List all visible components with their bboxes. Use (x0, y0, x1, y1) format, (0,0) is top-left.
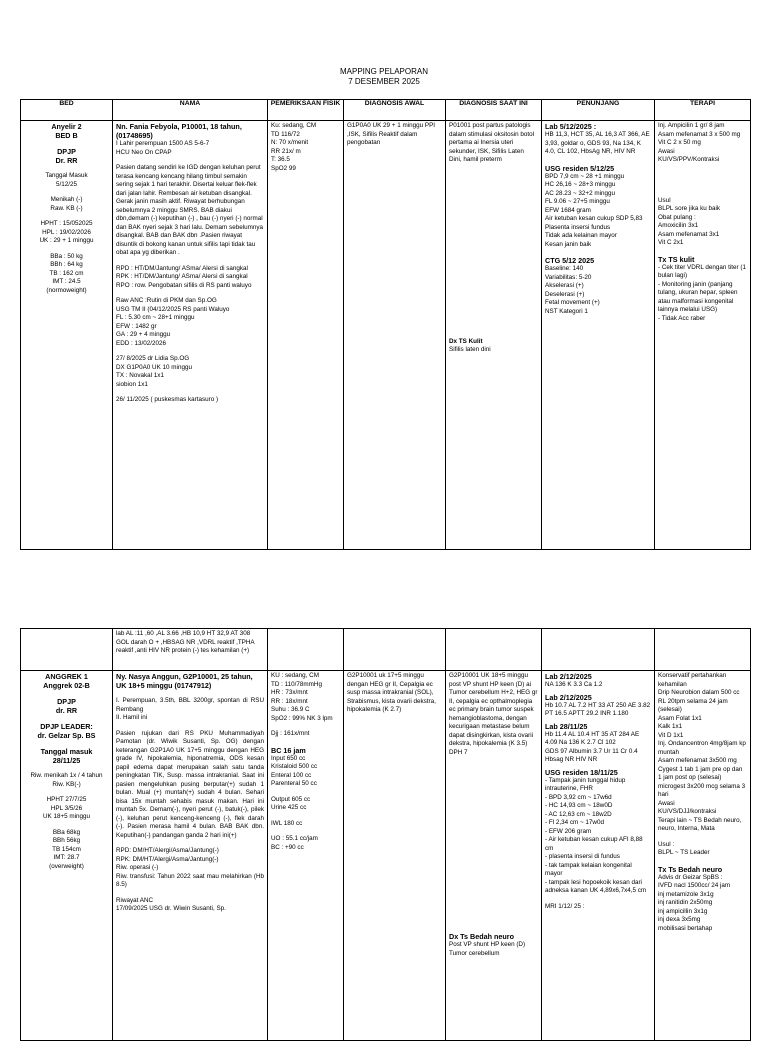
penunjang-cell (542, 121, 655, 550)
fisik-line: Suhu : 36.9 C (271, 706, 310, 713)
balance-line: UO : 55.1 cc/jam (271, 835, 318, 842)
fisik-line: Ku: sedang, CM (271, 122, 317, 129)
bed-info-line: BBa 68kg (52, 828, 81, 836)
bed-info-line: Tanggal Masuk (45, 172, 88, 179)
bed-info-line: BBa : 50 kg (50, 252, 83, 260)
terapi-line: Konservatif pertahankan kehamilan (658, 672, 727, 688)
anc-line: EFW : 1482 gr (116, 322, 157, 330)
mri-line: MRI 1/12/ 25 : (545, 902, 585, 910)
usg-line: Kesan janin baik (545, 240, 592, 248)
ctg-line: Akselerasi (+) (545, 282, 584, 289)
col-header-nama: NAMA (113, 100, 268, 121)
anc-line: TX : Novakal 1x1 (116, 372, 164, 379)
balance-title: BC 16 jam (271, 745, 306, 755)
fisik-line: TD : 110/78mmHg (271, 680, 322, 688)
document-date: 7 DESEMBER 2025 (348, 77, 420, 86)
empty-cell (446, 629, 542, 671)
col-header-diagnosis-awal: DIAGNOSIS AWAL (344, 100, 446, 121)
lab-title: Lab 28/11/25 (545, 721, 588, 731)
terapi-line: Vit C 2x1 (658, 239, 684, 246)
bed-info-line: HPHT 27/7/25 (46, 796, 87, 803)
fisik-line: TD 116/72 (271, 130, 300, 138)
tx-consult-title: Tx Ts Bedah neuro (658, 864, 723, 874)
lab-text: NA 136 K 3.3 Ca 1.2 (545, 681, 603, 688)
usg-line: - HC 14,93 cm ~ 18w0D (545, 802, 613, 809)
terapi-line: Vit D 1x1 (658, 731, 684, 739)
terapi-line: KU/VS/PPV/Kontraksi (658, 156, 720, 163)
history-line: RPD: DM/HT/Alergi/Asma/Jantung(-) (116, 847, 219, 854)
tx-line: IVFD nacl 1500cc/ 24 jam (658, 882, 731, 889)
usg-line: - plasenta insersi di fundus (545, 853, 620, 860)
nama-cell (113, 121, 268, 550)
col-header-terapi: TERAPI (655, 100, 751, 121)
tx-consult-title: Tx TS kulit (658, 254, 695, 264)
tx-line: inj metamizole 3x1g (658, 890, 714, 898)
fisik-line: RR 21x/ m (271, 147, 301, 155)
fisik-line: N: 70 x/menit (271, 139, 309, 146)
terapi-line: BLPL sore jika ku baik (658, 205, 721, 212)
bed-info-line: (normoweight) (46, 286, 87, 294)
usg-line: AC 28.23 ~ 32+2 minggu (545, 189, 616, 197)
bed-info-line: Riw. KB(-) (52, 780, 81, 788)
terapi-cell (655, 121, 751, 550)
history-line: Riw. operasi (-) (116, 864, 159, 871)
terapi-line: Asam mefenamat 3 x 500 mg (658, 130, 741, 138)
dx-consult-text: Post VP shunt HP keen (D) Tumor cerebellum (449, 941, 526, 957)
usg-line: - BPD 3,92 cm ~ 17w6d (545, 793, 612, 801)
diagnosis-kini-cell (446, 121, 542, 550)
tx-line: - Cek titer VDRL dengan titer (1 bulan lagi) (658, 263, 746, 279)
carry-over-cell (113, 629, 268, 671)
ctg-title: CTG 5/12 2025 (545, 256, 595, 265)
ctg-line: NST Kategori 1 (545, 307, 588, 315)
lab-text: Hb 10.7 AL 7.2 HT 33 AT 250 AE 3.82 PT 16.5 APTT 29.2 INR 1.180 (545, 701, 651, 717)
tx-line: inj dexa 3x5mg (658, 916, 701, 923)
anc-line: 26/ 11/2025 ( puskesmas kartasuro ) (116, 396, 219, 403)
usg-line: - tak tampak kelaian kongenital mayor (545, 861, 632, 877)
bed-info-line: Menikah (-) (50, 196, 83, 203)
usg-line: - EFW 206 gram (545, 827, 592, 835)
carry-over-lab: lab AL :11 ,60 ,AL 3.66 ,HB 10,9 HT 32,9 AT 308 GOL darah O + ,HBSAG NR ,VDRL reaktif ,TPHA reaktif ,anti HIV NR protein (-) tes kehamilan (+) (116, 630, 255, 654)
diagnosis-awal-text: G2P10001 uk 17+5 minggu dengan HEG gr II, Cepalgia ec susp massa intrakranial (SOL), Strabismus, kista ovarii dekstra, hipokalemia (K 2.7) (347, 672, 436, 713)
dx-consult-text: Sifilis laten dini (449, 346, 491, 353)
terapi-line: Terapi lain ~ TS Bedah neuro, neuro, Interna, Mata (658, 816, 742, 832)
history-line: RPK: DM/HT/Alergi/Asma/Jantung(-) (116, 855, 219, 863)
fisik-line: RR : 18x/mnt (271, 697, 308, 705)
anc-line: 27/ 8/2025 dr Lidia Sp.OG (116, 355, 190, 362)
bed-info-line: BBh 56kg (52, 837, 81, 844)
rpo-text: RPO : row. Pengobatan sifilis di RS panti waluyo (116, 281, 252, 289)
balance-line: Input 650 cc (271, 754, 306, 762)
dpjp-doctor: Dr. RR (55, 156, 78, 165)
diagnosis-awal-text: G1P0A0 UK 29 + 1 minggu PPI ,ISK, Sifilis Reaktif dalam pengobatan (347, 122, 436, 146)
bed-label: BED B (55, 131, 78, 140)
terapi-line: Vit C 2 x 50 mg (658, 139, 701, 146)
lab-title: Lab 2/12/2025 (545, 672, 592, 681)
document-header (0, 67, 768, 87)
rpk-text: RPK : HT/DM/Jantung/ ASma/ Alersi di sangkal (116, 273, 248, 280)
bed-info-line: IMT: 28.7 (53, 854, 80, 861)
terapi-line: Usul (658, 196, 671, 204)
carry-over-empty-cell (21, 629, 113, 671)
usg-line: Plasenta insersi fundus (545, 223, 611, 231)
balance-line: Output 605 cc (271, 795, 311, 803)
balance-line: Urine 425 cc (271, 804, 307, 811)
bed-info-line: Riw. menikah 1x / 4 tahun (30, 772, 103, 779)
terapi-line: Inj. Ondancentron 4mg/8jam kp muntah (658, 740, 746, 756)
col-header-diagnosis-saat-ini: DIAGNOSIS SAAT INI (446, 100, 542, 121)
tx-line: mobilisasi bertahap (658, 924, 713, 932)
bed-info-line: UK 18+5 minggu (42, 813, 91, 820)
usg-line: Tidak ada kelainan mayor (545, 232, 617, 239)
anamnesis-text: Pasien datang sendiri ke IGD dengan keluhan perut terasa kencang kencang hilang timbul semakin sering sejak 1 hari terakhir. Disertai keluar flek-flek dari jalan lahir. Rembesan air ketuban disangkal. Gerak janin masih aktif. Riwayat berhubungan sebelumnya 2 minggu SMRS. BAB diakui dbn,demam (-) keputihan (-) , bau (-) nyeri (-) normal dan BAK nyeri sejak 3 hari lalu. Demam sebelumnya disangkal. BAB dan BAK dbn .Pasien riwayat disuntik di bokong kanan untuk sifilis tapi tidak tau obat apa yg diberikan . (116, 164, 263, 256)
col-header-bed: BED (21, 100, 113, 121)
patient-name: Ny. Nasya Anggun, G2P10001, 25 tahun, UK 18+5 minggu (01747912) (116, 672, 253, 690)
tx-line: - Monitoring janin (panjang tulang, ukuran hepar, spleen atau malformasi kongenital lainnya melalui USG) (658, 280, 738, 313)
balance-line: Enteral 100 cc (271, 771, 312, 779)
usg-title: USG residen 5/12/25 (545, 163, 615, 173)
terapi-line: Cygest 1 tab 1 jam pre op dan 1 jam post op (selesai) microgest 3x200 mcg selama 3 hari (658, 765, 746, 798)
usg-line: - Tampak janin tunggal hidup intrauterine, FHR (545, 776, 626, 792)
dpjp-leader-doctor: dr. Gelzar Sp. BS (37, 731, 96, 740)
document-title: MAPPING PELAPORAN (339, 67, 429, 76)
usg-line: Air ketuban kesan cukup SDP 5,83 (545, 215, 643, 222)
balance-line: Parenteral 50 cc (271, 780, 317, 787)
ward-name: ANGGREK 1 (45, 672, 88, 681)
fisik-line: T: 36.5 (271, 156, 290, 163)
lab-title: Lab 2/12/2025 (545, 692, 592, 702)
table-header-row (21, 100, 751, 121)
dpjp-label: DPJP (57, 147, 76, 156)
usg-line: - Air ketuban kesan cukup AFI 8,88 cm (545, 836, 643, 852)
diagnosis-kini-text: G2P10001 UK 18+5 minggu post VP shunt HP keen (D) ai Tumor cerebellum H+2, HEG gr II, cepalgia ec opthalmoplegia ec primary brain tumor suspek hemangioblastoma, dengan kecurigaan metastase belum dapat disingkirkan, kista ovarii dekstra, hipokalemia (K 3.5) DPH 7 (449, 672, 538, 756)
anc-line: USG TM II (04/12/2025 RS panti Waluyo (116, 305, 230, 313)
bed-info-line: IMT : 24.5 (52, 278, 81, 285)
bed-cell (21, 121, 113, 550)
diagnosis-awal-cell (344, 671, 446, 1041)
diagnosis-kini-cell (446, 671, 542, 1041)
dx-consult-title: Dx TS Kulit (449, 337, 483, 345)
bed-info-line: HPL : 19/02/2026 (42, 228, 91, 236)
nama-line: I Lahir perempuan 1500 AS 5-6-7 (116, 140, 210, 147)
fisik-line: SpO2 : 99% NK 3 lpm (271, 714, 333, 722)
tx-line: Advis dr Geizar SpBS : (658, 873, 723, 881)
ctg-line: Deselerasi (+) (545, 290, 585, 298)
usg-line: HC 26,16 ~ 28+3 minggu (545, 181, 616, 188)
table-row (21, 629, 751, 671)
balance-line: Kristaloid 500 cc (271, 763, 318, 770)
bed-info-line: TB 154cm (52, 845, 81, 853)
terapi-line: Asam mefenamat 3x500 mg (658, 757, 737, 764)
ctg-line: Baseline: 140 (545, 265, 584, 272)
lab-text: HB 11,3, HCT 35, AL 16,3 AT 366, AE 3,93, goldar o, GDS 93, Na 134, K 4.0, CL 102, HbsAg NR, HIV NR (545, 131, 650, 155)
terapi-line: Obat pulang : (658, 213, 696, 221)
ctg-line: Fetal movement (+) (545, 299, 600, 306)
usg-line: FL 9.06 ~ 27+5 minggu (545, 198, 610, 205)
usg-line: - Fl 2,34 cm ~ 17w0d (545, 819, 604, 826)
col-header-pemeriksaan-fisik: PEMERIKSAAN FISIK (268, 100, 344, 121)
bed-info-line: BBh : 64 kg (50, 261, 83, 268)
usg-line: EFW 1684 gram (545, 206, 591, 214)
bed-info-line: (overweight) (49, 862, 84, 870)
anamnesis-text: Pasien rujukan dari RS PKU Muhammadiyah Pamotan (dr. Wiwik Susanti, Sp. OG) dengan keterangan G2P1A0 UK 17+5 minggu dengan HEG grade IV, hipokalemia, hiponatremia, ODS kesan papil edema dapat merupakan salah satu tanda peningkatan TIK, Susp. massa intrakranial. Saat ini pasien mengeluhkan pusing berputar(+) sudah 1 bulan. Mual (+) muntah(+) sudah 4 bulan. Sehari bisa 15x muntah sehabis masuk makan. Hari ini muntah 5x. Demam(-), nyeri perut (-), batuk(-), pilek (-), keluhan perut kenceng-kenceng (-), flek darah (-). Pasien merasa hamil 4 bulan. BAB BAK dbn. Keputihan(-) pandangan ganda 2 hari ini(+) (116, 729, 264, 839)
table-row (21, 121, 751, 550)
bed-info-line: HPL 3/5/26 (50, 804, 83, 812)
dpjp-label: DPJP (57, 697, 76, 706)
terapi-line: KU/VS/DJJ/kontraksi (658, 808, 717, 815)
usul-line: BLPL ~ TS Leader (658, 849, 710, 856)
ctg-line: Variabilitas: 5-20 (545, 273, 592, 281)
terapi-line: Inj. Ampicilin 1 gr/ 8 jam (658, 122, 725, 129)
dx-consult-title: Dx Ts Bedah neuro (449, 932, 514, 941)
terapi-line: Awasi (658, 799, 675, 807)
penunjang-cell (542, 671, 655, 1041)
fisik-cell (268, 671, 344, 1041)
bed-info-line: HPHT : 15/052025 (40, 220, 93, 227)
tx-line: inj ampicillin 3x1g (658, 907, 708, 915)
bed-info-line: Raw. KB (-) (50, 204, 83, 212)
terapi-line: Kalk 1x1 (658, 723, 683, 730)
balance-line: BC : +90 cc (271, 843, 304, 851)
lab-text: GDS 97 Albumin 3.7 Ur 11 Cr 0.4 Hbsag NR HIV NR (545, 747, 638, 763)
terapi-cell (655, 671, 751, 1041)
table-row (21, 671, 751, 1041)
history-line: Riw. transfusi: Tahun 2022 saat mau melahirkan (Hb 8.5) (116, 872, 264, 888)
rpd-text: RPD : HT/DM/Jantung/ ASma/ Alersi di sangkal (116, 264, 248, 272)
lab-title: Lab 5/12/2025 : (545, 122, 597, 131)
usg-line: BPD 7,9 cm ~ 28 +1 minggu (545, 172, 625, 180)
balance-line: IWL 180 cc (271, 819, 303, 827)
usg-title: USG residen 18/11/25 (545, 767, 618, 777)
obstetric-history: II. Hamil ini (116, 714, 148, 721)
empty-cell (655, 629, 751, 671)
patient-table-2 (20, 628, 751, 1041)
col-header-penunjang: PENUNJANG (542, 100, 655, 121)
admission-label: Tanggal masuk (40, 747, 93, 756)
empty-cell (542, 629, 655, 671)
terapi-line: Drip Neurobion dalam 500 cc RL 20tpm selama 24 jam (selesai) (658, 689, 740, 713)
lab-text: Hb 11.4 AL 10.4 HT 35 AT 284 AE 4.09 Na 136 K 2.7 Cl 102 (545, 730, 640, 746)
nama-cell (113, 671, 268, 1041)
bed-info-line: TB : 162 cm (49, 269, 84, 277)
djj-value: Djj : 161x/mnt (271, 730, 310, 737)
fisik-line: KU : sedang, CM (271, 672, 319, 679)
tx-line: inj ranitidin 2x50mg (658, 899, 713, 906)
empty-cell (344, 629, 446, 671)
fisik-line: HR : 73x/mnt (271, 689, 308, 696)
anc-line: Riwayat ANC (116, 896, 154, 904)
dpjp-leader-label: DPJP LEADER: (40, 722, 93, 731)
nama-line: HCU Neo On CPAP (116, 148, 172, 156)
admission-date: 28/11/25 (52, 756, 81, 765)
usg-line: - AC 12,63 cm ~ 18w2D (545, 810, 612, 818)
patient-table-1 (20, 99, 751, 550)
anc-line: EDD : 13/02/2026 (116, 339, 167, 347)
ward-name: Anyelir 2 (51, 122, 82, 131)
diagnosis-awal-cell (344, 121, 446, 550)
fisik-cell (268, 121, 344, 550)
obstetric-history: I. Perempuan, 3.5th, BBL 3200gr, spontan di RSU Rembang (116, 697, 264, 713)
dpjp-doctor: dr. RR (55, 706, 78, 715)
fisik-line: SpO2 99 (271, 164, 296, 172)
anc-line: GA : 29 + 4 minggu (116, 331, 171, 338)
anc-line: FL : 5.30 cm ~ 28+1 minggu (116, 314, 195, 321)
anc-line: siobion 1x1 (116, 380, 148, 388)
terapi-line: Amoxicilin 3x1 (658, 222, 699, 229)
anc-line: DX G1P0A0 UK 10 minggu (116, 363, 192, 371)
usul-line: Usul : (658, 840, 675, 848)
terapi-line: Awasi (658, 147, 675, 155)
bed-info-line: UK : 29 + 1 minggu (39, 237, 94, 244)
terapi-line: Asam mefenamat 3x1 (658, 230, 720, 238)
anc-line: Raw ANC :Rutin di PKM dan Sp.OG (116, 297, 217, 304)
bed-label: Anggrek 02-B (43, 681, 90, 690)
diagnosis-kini-text: P01001 post partus patologis dalam stimulasi oksitosin botol pertama ai Inersia uteri sekunder, ISK, Sifilis Laten Dini, hamil preterm (449, 122, 535, 163)
anc-line: 17/09/2025 USG dr. Wiwin Susanti, Sp. (116, 905, 226, 912)
bed-info-line: 5/12/25 (55, 180, 77, 188)
bed-cell (21, 671, 113, 1041)
tx-line: - Tidak Acc raber (658, 314, 706, 322)
empty-cell (268, 629, 344, 671)
usg-line: - tampak lesi hopoekoik kesan dari adneksa kanan UK 4,89x6,7x4,5 cm (545, 878, 647, 894)
terapi-line: Asam Folat 1x1 (658, 714, 702, 722)
patient-name: Nn. Fania Febyola, P10001, 18 tahun, (01748695) (116, 122, 242, 140)
